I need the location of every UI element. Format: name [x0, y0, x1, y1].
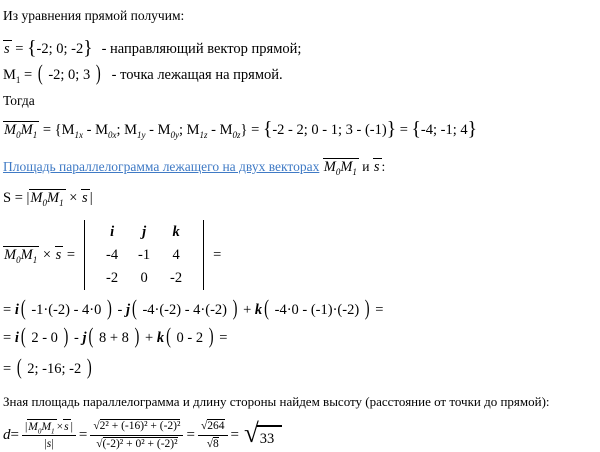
vec-sub1: 1 [32, 130, 38, 141]
area-link[interactable]: Площадь параллелограмма лежащего на двух векторах [3, 158, 320, 174]
fraction-denominator [207, 436, 219, 451]
abs-bar: | [51, 438, 54, 451]
unit-vector-i: i [14, 302, 19, 319]
area-formula [3, 189, 596, 207]
vec-m: M [20, 122, 33, 139]
term [219, 122, 263, 141]
cross-product-determinant [3, 220, 596, 290]
equals: = [230, 426, 239, 443]
equals: = [3, 361, 15, 378]
sqrt-body: (-2)² + 0² + (-2)² [102, 437, 178, 450]
close-paren: ) [95, 62, 101, 87]
unit-vector-j: j [125, 302, 130, 319]
s-vector-symbol: s [373, 158, 380, 175]
determinant-label [3, 246, 75, 264]
close-brace: } [83, 37, 93, 59]
distance-formula [3, 419, 596, 452]
sqrt-body: 2² + (-16)² + (-2)² [99, 420, 181, 433]
fraction-denominator [44, 436, 53, 451]
close-paren: ) [364, 297, 370, 322]
term [157, 122, 187, 141]
vec-m: M [4, 122, 17, 139]
k-minor: -4·0 - (-1)·(-2) [270, 302, 363, 319]
term [61, 122, 96, 141]
close-brace: } [467, 119, 478, 141]
vec-m: M [340, 158, 353, 175]
j-minor: -4·(-2) - 4·(-2) [138, 302, 231, 319]
term-sub: 0y [170, 130, 179, 141]
term-op: - [82, 122, 96, 139]
vector-m0m1 [323, 158, 359, 176]
term-base: M [124, 122, 138, 139]
abs-bar: | [89, 189, 93, 206]
equals: = [10, 426, 19, 443]
m1-point-definition [3, 62, 596, 87]
term-base: M [61, 122, 75, 139]
vec-m: M [41, 420, 52, 433]
i-value: 2 - 0 [27, 330, 62, 347]
abs-bar: | [70, 420, 73, 433]
close-paren: ) [63, 325, 69, 350]
equals: = [3, 302, 15, 319]
vec-sub0: 0 [42, 197, 47, 208]
vec-sub0: 0 [16, 130, 21, 141]
area-statement [3, 158, 596, 176]
sqrt-value: 33 [257, 425, 283, 448]
expansion-line [3, 297, 596, 322]
fraction-numerator [22, 419, 76, 436]
close-paren: ) [232, 297, 238, 322]
equals: = [63, 246, 76, 263]
vec-m: M [47, 189, 60, 206]
m1-subscript: 1 [15, 75, 21, 86]
sqrt-body: 264 [207, 420, 225, 433]
vec-m: M [30, 189, 43, 206]
vec-sub1: 1 [352, 166, 357, 177]
equals: = [20, 67, 36, 84]
times: × [65, 189, 82, 206]
m0m1-computation [3, 118, 596, 142]
vec-sub0: 0 [37, 427, 42, 436]
times: × [39, 246, 55, 263]
vec-sub0: 0 [335, 166, 341, 177]
term-base: M [219, 122, 233, 139]
i-minor: -1·(-2) - 4·0 [27, 302, 105, 319]
s-symbol: s [46, 438, 52, 451]
abs-bar: | [44, 438, 47, 451]
intro-text: Из уравнения прямой получим: [3, 8, 185, 23]
j-value: 8 + 8 [95, 330, 133, 347]
equals: = [215, 330, 228, 347]
times: × [56, 420, 64, 433]
equals: = [11, 40, 28, 57]
sqrt-sign: √ [206, 437, 213, 450]
s-vector-value: -2; 0; -2 [36, 40, 84, 57]
equals: = [78, 426, 88, 443]
s-vector-description: - направляющий вектор прямой; [101, 40, 302, 57]
s-vector-symbol: s [4, 40, 10, 57]
k-value: 0 - 2 [172, 330, 207, 347]
vector-m0m1 [24, 419, 56, 436]
colon: : [381, 158, 386, 174]
determinant-block [3, 220, 221, 290]
term-op: ; [178, 122, 187, 139]
sqrt-sign: √ [200, 420, 208, 433]
abs-bar: | [26, 189, 30, 206]
unit-vector-k: k [254, 302, 263, 319]
term [95, 122, 125, 141]
open-paren: ( [37, 62, 43, 87]
m1-description: - точка лежащая на прямой. [111, 67, 283, 84]
term-base: M [186, 122, 200, 139]
matrix-cell: -1 [138, 246, 151, 263]
term-op: ; [116, 122, 125, 139]
fraction-cross-over-s [22, 419, 76, 452]
minus: - [113, 302, 126, 319]
fraction-numerator [198, 419, 228, 435]
vec-sub1: 1 [51, 427, 55, 436]
open-paren: ( [20, 297, 26, 322]
open-paren: ( [88, 325, 94, 350]
s-vector-symbol: s [55, 246, 62, 263]
sqrt-sign: √ [243, 418, 259, 449]
vec-sub1: 1 [59, 197, 64, 208]
open-brace: { [411, 119, 421, 141]
plus: + [141, 330, 157, 347]
equals: = [371, 302, 384, 319]
open-paren: ( [20, 325, 26, 350]
s-vector-symbol: s [82, 189, 88, 206]
term-sub: 1x [74, 130, 83, 141]
m1-symbol: M [3, 67, 16, 84]
open-paren: ( [264, 297, 269, 322]
term-sub: 1y [137, 130, 146, 141]
vec-m: M [20, 246, 33, 263]
matrix-cell: -2 [106, 270, 119, 287]
result-vector: 2; -16; -2 [23, 361, 85, 378]
fraction-numerator [90, 419, 183, 435]
final-sqrt-result [243, 418, 282, 449]
s-vector-symbol: s [64, 420, 69, 433]
fraction-denominator [96, 436, 177, 451]
term-op: } = [240, 122, 263, 139]
difference-values: -2 - 2; 0 - 1; 3 - (-1) [272, 122, 387, 139]
term-op: - [207, 122, 220, 139]
matrix-cell: 4 [172, 246, 180, 263]
close-paren: ) [208, 325, 214, 350]
close-paren: ) [86, 356, 92, 381]
matrix-cell: 0 [140, 270, 148, 287]
vec-m: M [4, 246, 17, 263]
vec-sub1: 1 [32, 254, 38, 265]
then-text: Тогда [3, 93, 35, 109]
equals: = [3, 330, 15, 347]
vector-m0m1 [26, 189, 65, 208]
fraction-sqrt-sums [90, 419, 183, 451]
close-paren: ) [107, 297, 112, 322]
result-vector-line [3, 356, 596, 381]
matrix-cell: -4 [106, 246, 119, 263]
term-sub: 0z [232, 130, 241, 141]
open-paren: ( [131, 297, 137, 322]
close-paren: ) [134, 325, 140, 350]
matrix-3x3 [84, 220, 204, 290]
open-brace: { [27, 37, 37, 59]
simplified-line [3, 325, 596, 350]
close-brace: } [386, 119, 397, 141]
and-text: и [358, 158, 373, 174]
term-sub: 1z [199, 130, 208, 141]
vector-m0m1 [3, 121, 39, 139]
abs-bar: | [24, 420, 28, 433]
plus: + [239, 302, 255, 319]
equals: = [213, 246, 222, 263]
sqrt-sign: √ [96, 437, 103, 450]
equals: = [396, 122, 412, 139]
vec-sub0: 0 [16, 254, 21, 265]
term-base: M [157, 122, 171, 139]
result-values: -4; -1; 4 [420, 122, 468, 139]
term [124, 122, 158, 141]
term-sub: 0x [107, 130, 117, 141]
vec-m: M [28, 420, 38, 433]
term [186, 122, 220, 141]
s-vector-definition [3, 37, 596, 61]
unit-vector-k: k [172, 223, 180, 240]
unit-vector-i: i [14, 330, 19, 347]
fraction-sqrt-values [198, 419, 228, 451]
d-symbol: d [3, 426, 11, 443]
m1-value: -2; 0; 3 [44, 67, 94, 84]
height-statement: Зная площадь параллелограмма и длину стороны найдем высоту (расстояние от точки до прямой): [3, 393, 550, 409]
open-paren: ( [16, 356, 22, 381]
unit-vector-k: k [156, 330, 165, 347]
sqrt-body: 8 [213, 437, 219, 450]
term-base: M [95, 122, 108, 139]
equals: = [186, 426, 195, 443]
unit-vector-j: j [82, 330, 87, 347]
sqrt-sign: √ [93, 420, 100, 433]
unit-vector-j: j [142, 223, 147, 240]
term-op: - [145, 122, 158, 139]
matrix-cell: -2 [170, 270, 183, 287]
equals-open: = { [39, 122, 62, 139]
open-paren: ( [166, 325, 171, 350]
open-brace: { [262, 119, 273, 141]
minus: - [70, 330, 83, 347]
vec-m: M [323, 158, 336, 175]
vector-m0m1 [3, 246, 39, 264]
unit-vector-i: i [110, 223, 115, 240]
s-equals: S = [3, 189, 27, 206]
